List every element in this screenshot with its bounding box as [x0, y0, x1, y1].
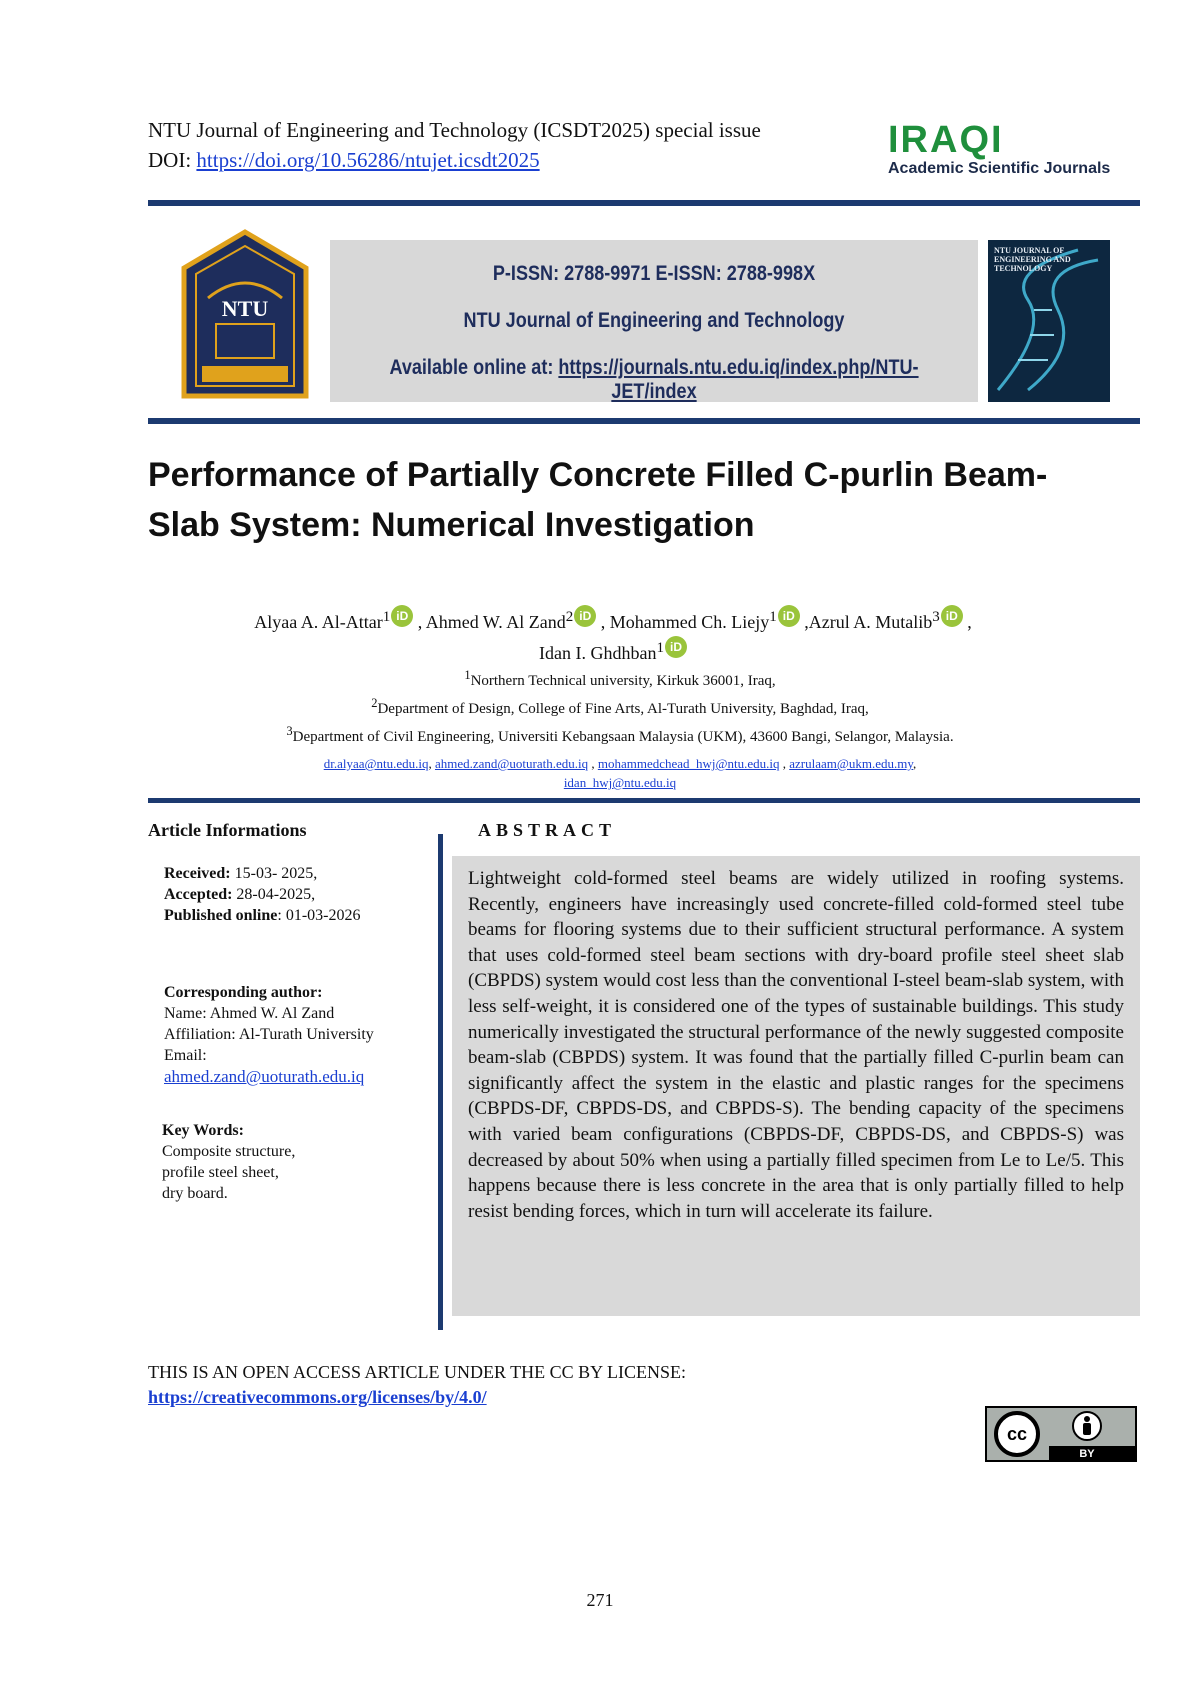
by-label: BY: [1079, 1448, 1095, 1460]
banner-online-line: [375, 356, 932, 404]
author-emails: dr.alyaa@ntu.edu.iq, ahmed.zand@uoturath.edu.iq , mohammedchead_hwj@ntu.edu.iq , azrulaam@ukm.edu.my, idan_hwj@ntu.edu.iq: [323, 756, 917, 790]
page-number: 271: [586, 1590, 614, 1610]
author-list: [148, 604, 1078, 666]
cover-title: NTU JOURNAL OF ENGINEERING AND TECHNOLOGY: [994, 246, 1071, 273]
affiliation-list: [190, 664, 1050, 748]
journal-banner: [330, 240, 978, 402]
abstract-box: [452, 856, 1140, 1316]
accepted-date: 28-04-2025,: [232, 886, 316, 903]
author-name: Ahmed W. Al Zand: [425, 612, 566, 632]
cc-by-badge[interactable]: [985, 1406, 1137, 1462]
emblem-text: NTU: [221, 296, 269, 321]
doi-link[interactable]: https://doi.org/10.56286/ntujet.icsdt2025: [196, 148, 540, 172]
author-affiliation-mark: 3: [932, 609, 940, 625]
orcid-icon[interactable]: iD: [665, 636, 687, 658]
author-affiliation-mark: 1: [382, 609, 391, 625]
doi-label: DOI:: [148, 148, 197, 172]
affiliation-text: Department of Civil Engineering, Universiti Kebangsaan Malaysia (UKM), 43600 Bangi, Selangor, Malaysia.: [292, 729, 954, 745]
banner-online-label: Available online at:: [389, 356, 559, 379]
author-affiliation-mark: 2: [565, 609, 574, 625]
keywords-label: Key Words:: [162, 1122, 244, 1139]
author-name: Azrul A. Mutalib: [808, 612, 933, 632]
keyword: dry board.: [162, 1185, 228, 1202]
orcid-icon[interactable]: iD: [574, 605, 596, 627]
author-affiliation-mark: 1: [656, 640, 664, 656]
affiliation-text: Northern Technical university, Kirkuk 36001, Iraq,: [470, 673, 776, 689]
affiliation: [190, 720, 1050, 748]
iraqi-logo-word: IRAQI: [888, 119, 1004, 161]
paper-title: Performance of Partially Concrete Filled C-purlin Beam-Slab System: Numerical Investigation: [148, 456, 1048, 544]
banner-rule: [148, 418, 1140, 424]
cc-icon-text: cc: [1006, 1424, 1028, 1444]
received-date: 15-03- 2025,: [230, 865, 318, 882]
email-link[interactable]: mohammedchead_hwj@ntu.edu.iq: [597, 756, 780, 771]
author-separator: ,: [962, 612, 972, 632]
published-label: Published online: [164, 907, 278, 924]
received-label: Received:: [164, 865, 231, 882]
iraqi-logo-subtitle: Academic Scientific Journals: [888, 160, 1111, 177]
ntu-emblem-logo: [178, 228, 312, 400]
orcid-icon[interactable]: iD: [391, 605, 413, 627]
license-notice: [148, 1360, 686, 1410]
published-date: : 01-03-2026: [277, 907, 361, 924]
article-dates: [164, 863, 360, 926]
affiliation-number: 1: [464, 668, 471, 682]
corresponding-label: Corresponding author:: [164, 984, 323, 1001]
author-name: Mohammed Ch. Liejy: [609, 612, 770, 632]
abstract-text: Lightweight cold-formed steel beams are widely utilized in roofing systems. Recently, engineers have increasingly used concrete-filled cold-formed steel tube beams for flooring systems due to their sufficient structural performance. A system that uses cold-formed steel beam sections with dry-board profile steel sheet slab (CBPDS) system would cost less than the conventional I-steel beam-slab system, with less self-weight, it is considered one of the types of sustainable buildings. This study numerically investigated the structural performance of the newly suggested composite beam-slab (CBPDS) system. It was found that the partially filled C-purlin beam can significantly affect the system in the elastic and plastic ranges for the specimens (CBPDS-DF, CBPDS-DS, and CBPDS-S). The bending capacity of the specimens with varied beam configurations (CBPDS-DF, CBPDS-DS, and CBPDS-S) was decreased by about 50% when using a partially filled specimen from Le to Le/5. This happens because there is less concrete in the area that is only partially filled to help resist bending forces, which in turn will accelerate its failure.: [468, 868, 1124, 1222]
iraqi-journals-logo: [888, 120, 1138, 180]
author-name: Alyaa A. Al-Attar: [254, 612, 383, 632]
corresponding-affiliation: Affiliation: Al-Turath University: [164, 1026, 374, 1043]
license-text: THIS IS AN OPEN ACCESS ARTICLE UNDER THE CC BY LICENSE:: [148, 1362, 686, 1382]
accepted-label: Accepted:: [164, 886, 233, 903]
author-separator: ,: [413, 612, 426, 632]
article-info-heading: Article Informations: [148, 820, 307, 840]
journal-line: NTU Journal of Engineering and Technology (ICSDT2025) special issue: [148, 118, 761, 142]
keyword: Composite structure,: [162, 1143, 296, 1160]
affiliation-number: 2: [371, 696, 378, 710]
keywords: [162, 1120, 295, 1204]
column-divider: [438, 834, 443, 1330]
corresponding-name: Name: Ahmed W. Al Zand: [164, 1005, 335, 1022]
keyword: profile steel sheet,: [162, 1164, 279, 1181]
journal-cover-thumbnail: [988, 240, 1110, 402]
banner-issn: P-ISSN: 2788-9971 E-ISSN: 2788-998X: [492, 262, 816, 285]
banner-journal-name: NTU Journal of Engineering and Technology: [463, 309, 845, 332]
banner-online-link[interactable]: https://journals.ntu.edu.iq/index.php/NTU-JET/index: [558, 356, 919, 403]
doi-line: [148, 148, 540, 173]
email-link[interactable]: ahmed.zand@uoturath.edu.iq: [434, 756, 589, 771]
author-separator: ,: [596, 612, 610, 632]
corresponding-author: [164, 982, 374, 1087]
email-link[interactable]: idan_hwj@ntu.edu.iq: [563, 775, 677, 790]
orcid-icon[interactable]: iD: [941, 605, 963, 627]
corresponding-email-label: Email:: [164, 1047, 207, 1064]
author-name: Idan I. Ghdhban: [539, 643, 657, 663]
email-link[interactable]: dr.alyaa@ntu.edu.iq: [323, 756, 429, 771]
corresponding-email-link[interactable]: ahmed.zand@uoturath.edu.iq: [164, 1067, 365, 1086]
orcid-icon[interactable]: iD: [778, 605, 800, 627]
affiliation-text: Department of Design, College of Fine Arts, Al-Turath University, Baghdad, Iraq,: [377, 701, 869, 717]
author-separator: ,: [799, 612, 809, 632]
email-link[interactable]: azrulaam@ukm.edu.my: [789, 756, 914, 771]
header-rule: [148, 200, 1140, 206]
affiliation: [190, 664, 1050, 692]
affiliation-number: 3: [286, 724, 293, 738]
license-link[interactable]: https://creativecommons.org/licenses/by/4.0/: [148, 1387, 487, 1407]
abstract-heading: ABSTRACT: [478, 820, 617, 840]
affiliation: [190, 692, 1050, 720]
author-affiliation-mark: 1: [769, 609, 777, 625]
authors-rule: [148, 798, 1140, 803]
